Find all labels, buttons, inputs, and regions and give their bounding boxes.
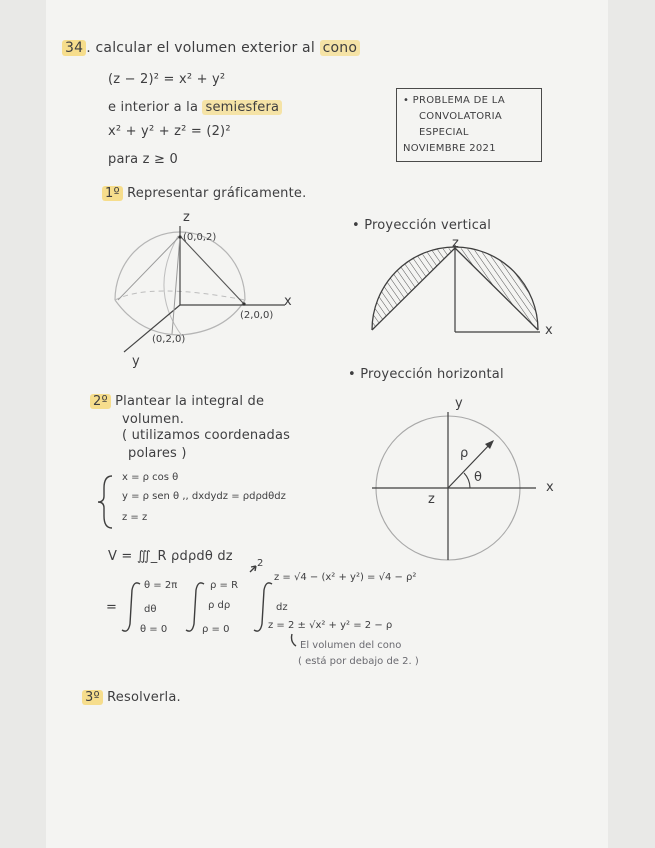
- horizontal-z-label: z: [428, 492, 436, 507]
- rho-limit-arrow: [250, 566, 256, 572]
- highlight-cone: cono: [320, 40, 361, 56]
- step2-note-line1: ( utilizamos coordenadas: [122, 428, 291, 443]
- step3-title: Resolverla.: [102, 690, 181, 705]
- axis-y-label-3d: y: [132, 354, 140, 369]
- sphere-equation: x² + y² + z² = (2)²: [108, 124, 231, 139]
- problem-statement-lead: calcular el volumen exterior al: [95, 40, 320, 56]
- domain-condition: para z ≥ 0: [108, 152, 178, 167]
- vertical-z-label: z: [452, 236, 460, 251]
- axis-z-label-3d: z: [183, 210, 191, 225]
- horizontal-x-label: x: [546, 480, 554, 495]
- point-x-label: (2,0,0): [240, 310, 274, 321]
- vertical-projection-drawing: [372, 245, 540, 332]
- step3-number: 3º: [82, 690, 103, 705]
- step1-number: 1º: [102, 186, 123, 201]
- point-top-dot: [178, 235, 181, 238]
- cone-note-line1: El volumen del cono: [300, 640, 402, 651]
- note-line-3: ESPECIAL: [419, 127, 469, 138]
- highlight-hemisphere: semiesfera: [202, 100, 282, 115]
- point-x-dot: [242, 302, 245, 305]
- 3d-sketch: [115, 226, 285, 352]
- note-line-1: • PROBLEMA DE LA: [403, 95, 505, 106]
- horizontal-projection-title: • Proyección horizontal: [348, 367, 504, 382]
- z-upper-limit: z = √4 − (x² + y²) = √4 − ρ²: [274, 572, 417, 583]
- step3-heading: [82, 690, 181, 705]
- dz: dz: [276, 602, 288, 613]
- theta-upper-limit: θ = 2π: [144, 580, 178, 591]
- vertical-x-label: x: [545, 323, 553, 338]
- horizontal-projection-drawing: [372, 412, 536, 560]
- cone-note-arrow: [292, 634, 297, 646]
- horizontal-theta-label: θ: [474, 470, 483, 485]
- step2-number: 2º: [90, 394, 111, 409]
- cone-generatrix-1: [180, 236, 244, 304]
- cone-equation: (z − 2)² = x² + y²: [108, 72, 226, 87]
- axis-x-label-3d: x: [284, 294, 292, 309]
- integral-theta: [122, 583, 140, 631]
- rho-limit-exponent: 2: [257, 558, 264, 569]
- z-lower-limit: z = 2 ± √x² + y² = 2 − ρ: [268, 620, 393, 631]
- rho-drho: ρ dρ: [208, 600, 231, 611]
- cone-generatrix-2: [172, 236, 180, 334]
- step2-note-line2: polares ): [128, 446, 187, 461]
- hemisphere-lead: e interior a la: [108, 100, 203, 115]
- equals-sign: =: [106, 600, 118, 615]
- problem-number: 34: [62, 40, 86, 56]
- problem-title: 34 . calcular el volumen exterior al cono: [62, 40, 360, 56]
- step2-heading: [90, 394, 264, 409]
- horizontal-rho-label: ρ: [460, 446, 469, 461]
- note-line-4: NOVIEMBRE 2021: [403, 143, 496, 154]
- polar-system-brace: [98, 476, 112, 528]
- step2-title-line1: Plantear la integral de: [110, 394, 265, 409]
- theta-arc: [464, 473, 470, 488]
- rho-lower-limit: ρ = 0: [202, 624, 230, 635]
- point-y-label: (0,2,0): [152, 334, 186, 345]
- note-line-2: CONVOLATORIA: [419, 111, 503, 122]
- horizontal-y-label: y: [455, 396, 463, 411]
- volume-definition: V = ∭_R ρdρdθ dz: [108, 549, 233, 564]
- theta-lower-limit: θ = 0: [140, 624, 168, 635]
- step1-title: Representar gráficamente.: [122, 186, 307, 201]
- dtheta: dθ: [144, 604, 157, 615]
- vertical-projection-title: • Proyección vertical: [352, 218, 492, 233]
- rho-vector: [448, 442, 492, 488]
- polar-x: x = ρ cos θ: [122, 472, 179, 483]
- step2-title-line2: volumen.: [122, 412, 185, 427]
- rho-upper-limit: ρ = R: [210, 580, 239, 591]
- polar-y: y = ρ sen θ ,, dxdydz = ρdρdθdz: [122, 491, 286, 502]
- cone-note-line2: ( está por debajo de 2. ): [298, 656, 419, 667]
- cone-generatrix-3: [118, 236, 180, 300]
- polar-z: z = z: [122, 512, 148, 523]
- point-top-label: (0,0,2): [183, 232, 217, 243]
